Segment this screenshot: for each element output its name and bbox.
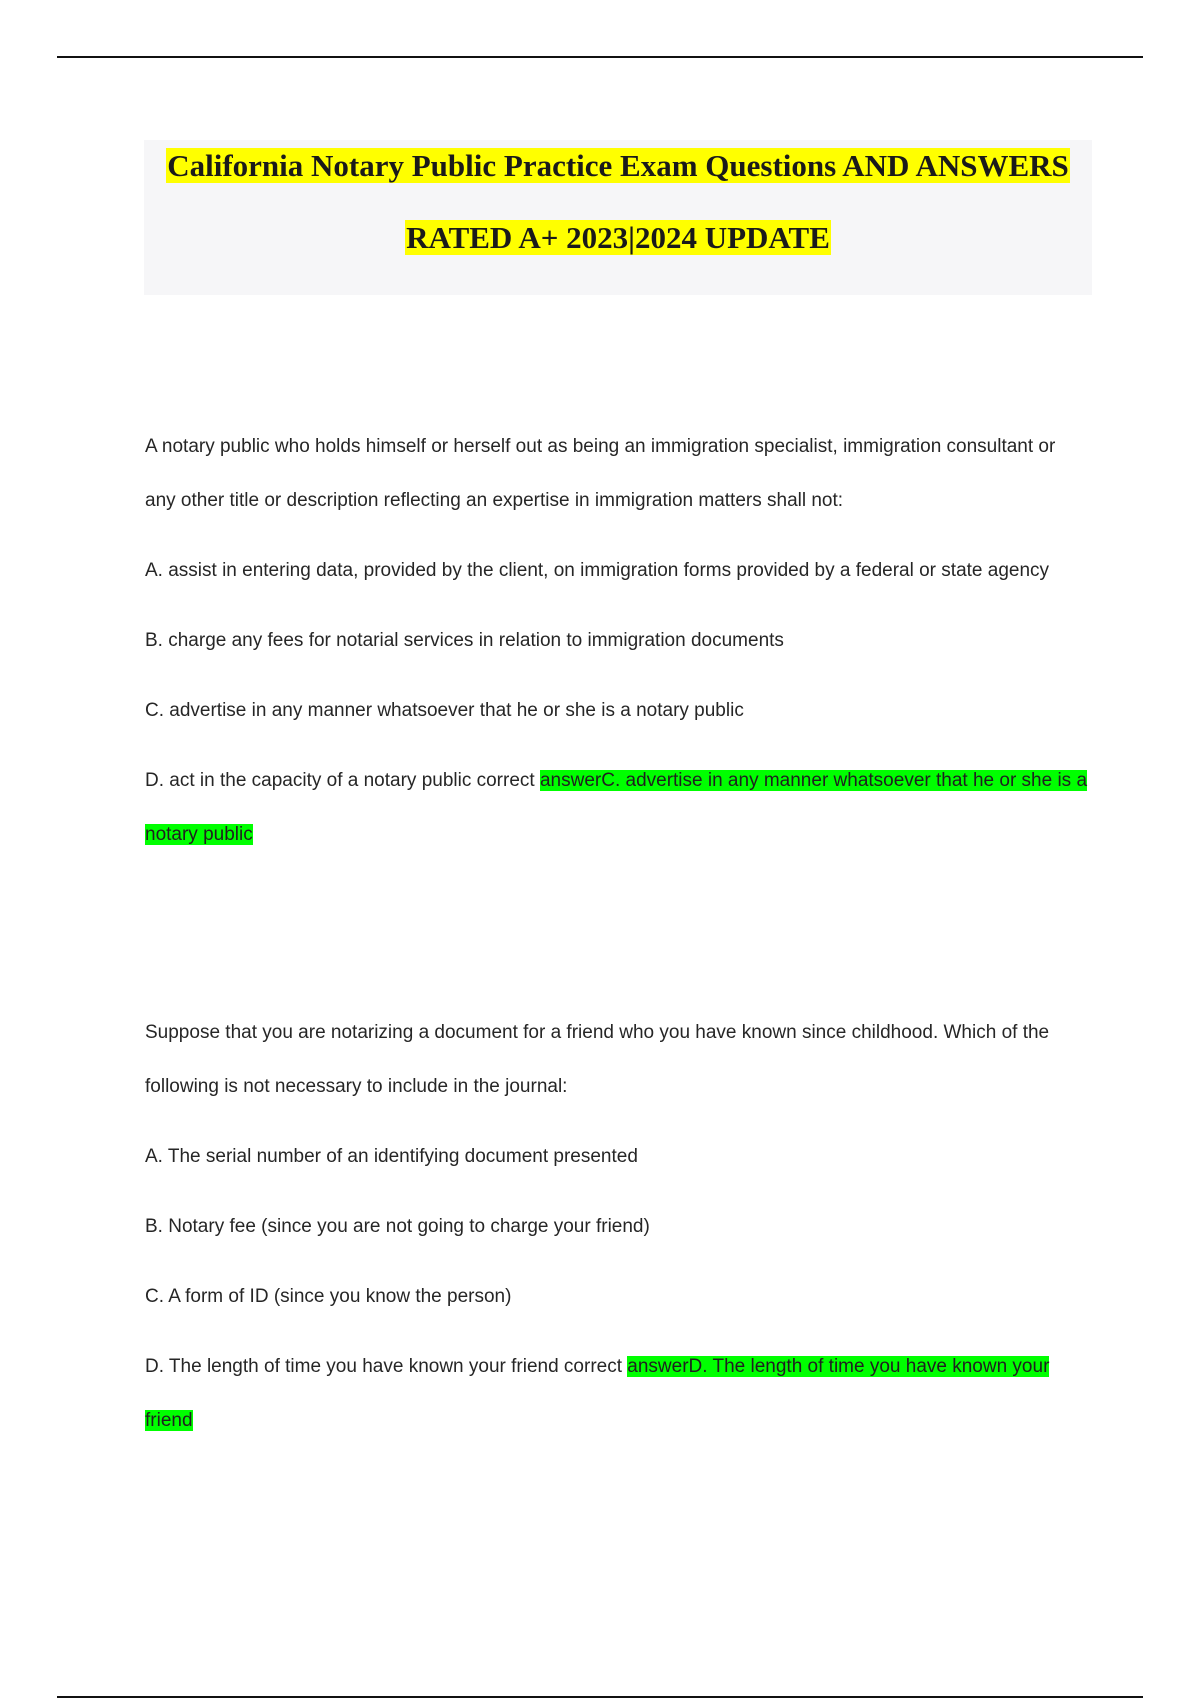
title-line-2	[144, 216, 1092, 260]
answer-highlight: answerC. advertise in any manner whatsoever that he or she is a notary public	[145, 770, 1088, 845]
answer-highlight: answerD. The length of time you have known your friend	[145, 1356, 1050, 1431]
option-d-text: D. act in the capacity of a notary public correct	[145, 770, 535, 791]
option-a: A. assist in entering data, provided by the client, on immigration forms provided by a federal or state agency	[145, 560, 1050, 581]
question-prompt: A notary public who holds himself or herself out as being an immigration specialist, immigration consultant or any other title or description reflecting an expertise in immigration matters shall not:	[145, 436, 1056, 511]
option-c: C. A form of ID (since you know the person)	[145, 1286, 512, 1307]
bottom-rule	[57, 1696, 1143, 1698]
title-line-1	[144, 144, 1092, 188]
question-block-1	[145, 420, 1090, 862]
question-block-2	[145, 1006, 1090, 1448]
option-d	[145, 1340, 1090, 1448]
question-prompt: Suppose that you are notarizing a document for a friend who you have known since childhood. Which of the following is not necessary to include in the journal:	[145, 1022, 1050, 1097]
title-text-2: RATED A+ 2023|2024 UPDATE	[406, 220, 830, 255]
title-text-1: California Notary Public Practice Exam Questions AND ANSWERS	[167, 148, 1069, 183]
option-d-text: D. The length of time you have known your friend correct	[145, 1356, 623, 1377]
top-rule	[57, 56, 1143, 58]
option-b: B. charge any fees for notarial services in relation to immigration documents	[145, 630, 784, 651]
option-d	[145, 754, 1090, 862]
option-b: B. Notary fee (since you are not going to charge your friend)	[145, 1216, 650, 1237]
option-c: C. advertise in any manner whatsoever that he or she is a notary public	[145, 700, 744, 721]
option-a: A. The serial number of an identifying document presented	[145, 1146, 638, 1167]
